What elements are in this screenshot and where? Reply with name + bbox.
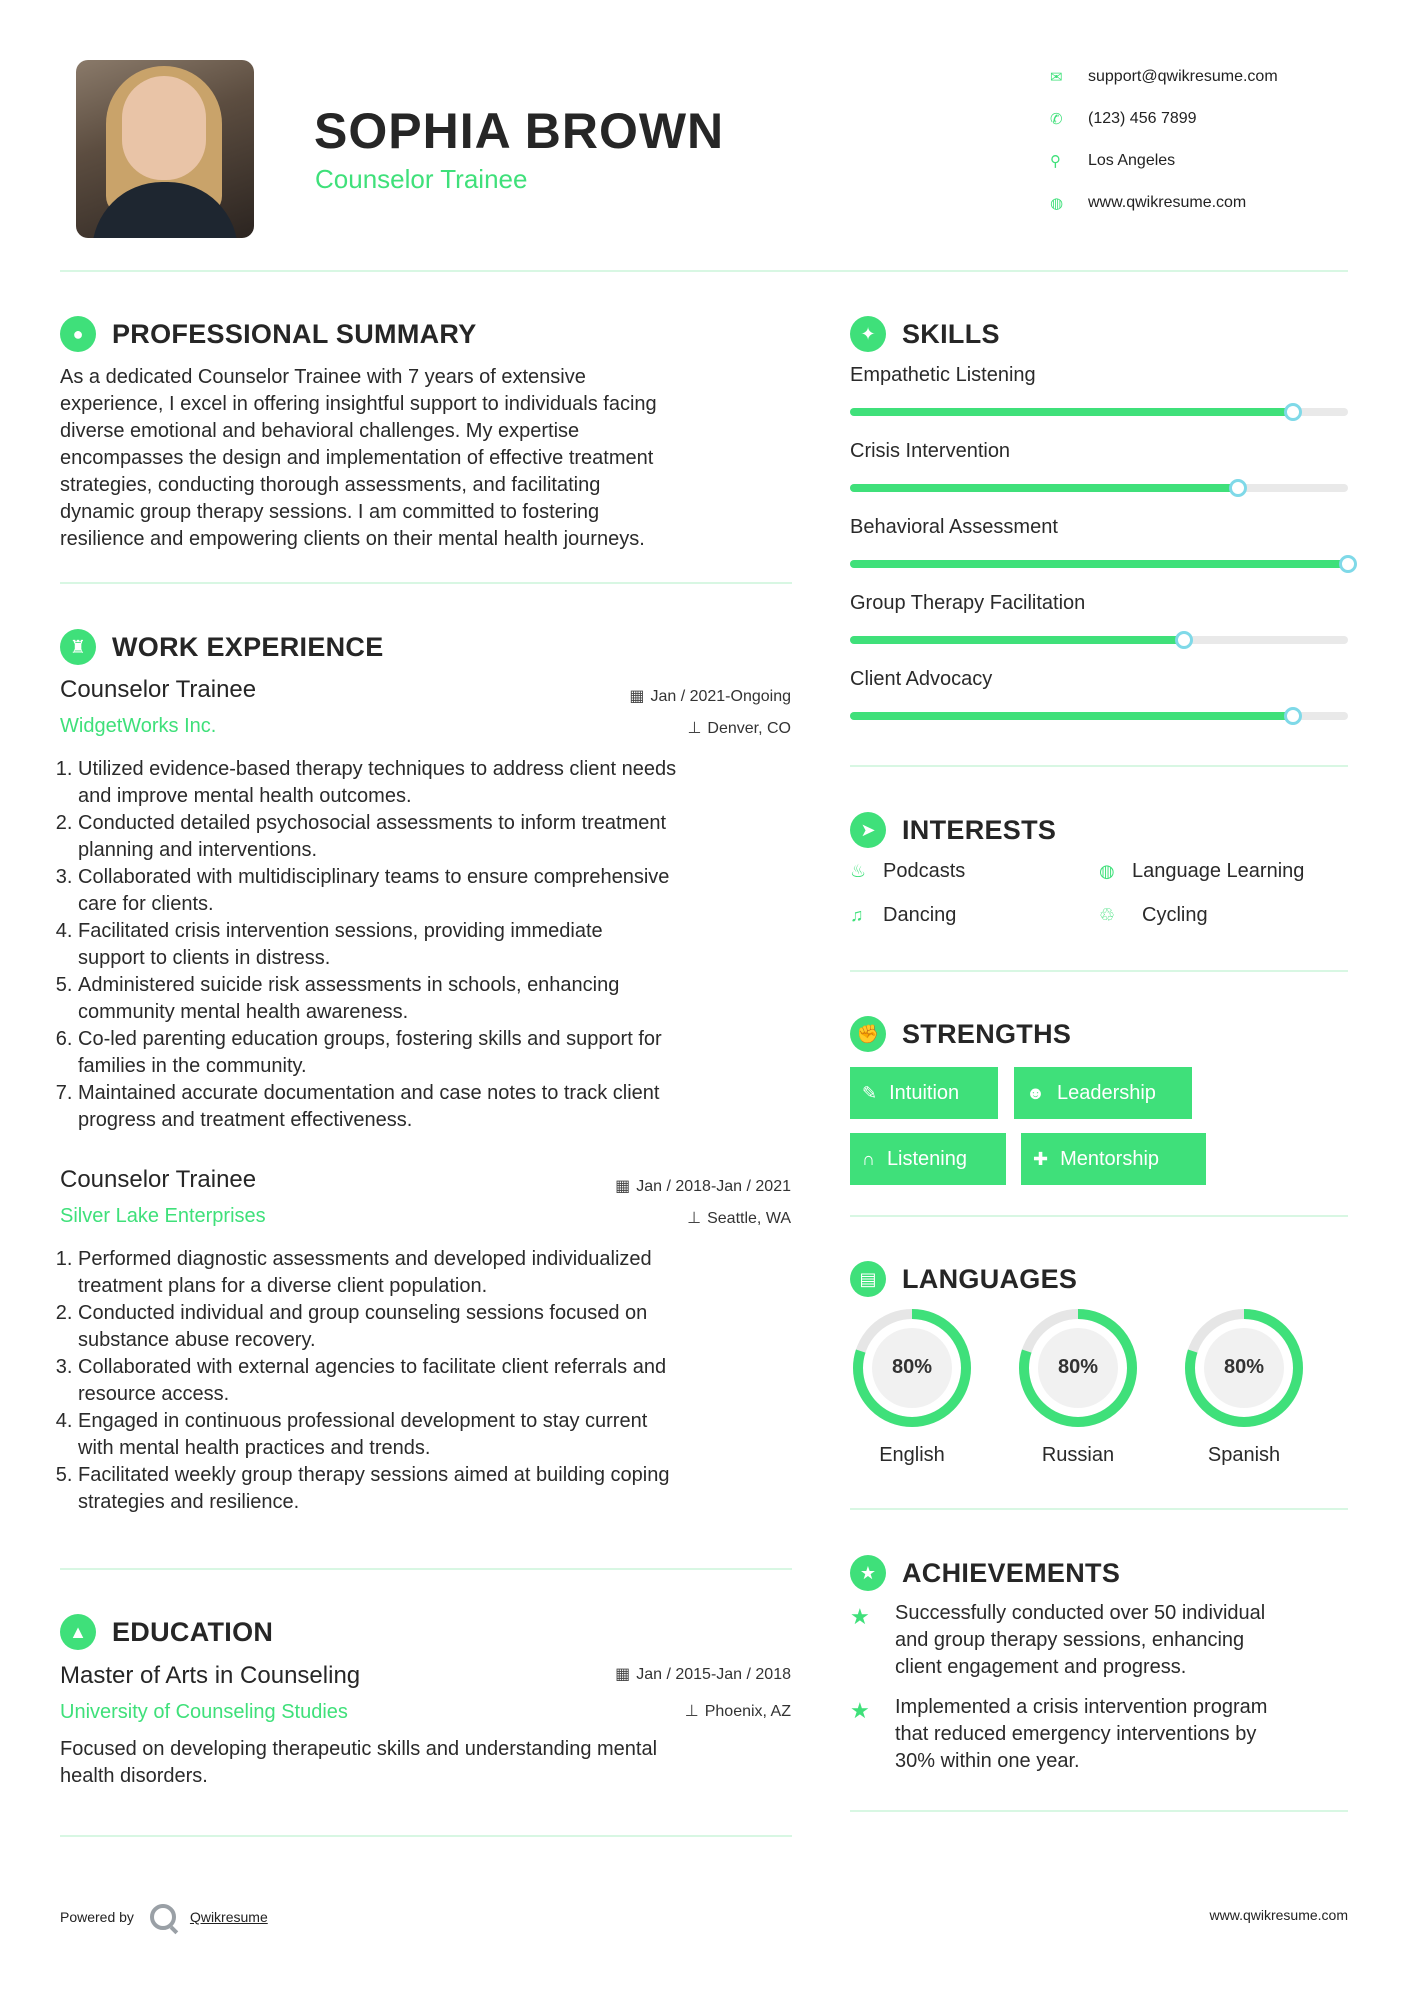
pushpin-icon: ⊥: [687, 1210, 702, 1227]
skill-bar: [850, 636, 1348, 644]
skill-bar-knob: [1175, 631, 1193, 649]
skill-label: Empathetic Listening: [850, 364, 1036, 386]
language-name: English: [879, 1444, 945, 1466]
footer-url[interactable]: www.qwikresume.com: [1209, 1907, 1348, 1923]
divider: [60, 1568, 792, 1570]
list-item: 7. Maintained accurate documentation and case notes to track client progress and treatment effectiveness.: [78, 1080, 798, 1134]
header-divider: [60, 270, 1348, 272]
skill-bar-fill: [850, 560, 1348, 568]
contact-list: [1050, 56, 1278, 224]
phone-icon: ✆: [1050, 111, 1063, 128]
language-percent: 80%: [891, 1356, 933, 1378]
job-location: ⊥ Seattle, WA: [687, 1210, 791, 1227]
education-date: ▦ Jan / 2015-Jan / 2018: [615, 1666, 791, 1683]
list-item: 2. Conducted detailed psychosocial assessments to inform treatment planning and interventions.: [78, 810, 798, 864]
summary-heading: ● PROFESSIONAL SUMMARY: [60, 316, 477, 352]
list-item: 5. Facilitated weekly group therapy sessions aimed at building coping strategies and resilience.: [78, 1462, 798, 1516]
lightbulb-icon: ✦: [850, 316, 886, 352]
interest-item: ♲ Cycling: [1099, 904, 1208, 926]
skill-label: Group Therapy Facilitation: [850, 592, 1086, 614]
language-name: Spanish: [1207, 1444, 1281, 1466]
achievement-item: Successfully conducted over 50 individual and group therapy sessions, enhancing client engagement and progress.: [895, 1602, 1266, 1678]
list-item: 4. Facilitated crisis intervention sessions, providing immediate support to clients in distress.: [78, 918, 798, 972]
education-location: ⊥ Phoenix, AZ: [684, 1703, 791, 1720]
job-title: Counselor Trainee: [60, 1166, 257, 1193]
language-name: Russian: [1041, 1444, 1115, 1466]
contact-location: ⚲ Los Angeles: [1050, 152, 1176, 170]
envelope-icon: ✉: [1050, 69, 1063, 86]
education-heading: ▲ EDUCATION: [60, 1614, 273, 1650]
divider: [850, 1810, 1348, 1812]
list-item: 1. Performed diagnostic assessments and developed individualized treatment plans for a diverse client population.: [78, 1246, 798, 1300]
list-item: 4. Engaged in continuous professional development to stay current with mental health practices and trends.: [78, 1408, 798, 1462]
list-item: 3. Collaborated with external agencies to facilitate client referrals and resource access.: [78, 1354, 798, 1408]
calendar-icon: ▦: [615, 1666, 631, 1683]
divider: [60, 1835, 792, 1837]
summary-text: As a dedicated Counselor Trainee with 7 years of extensive experience, I excel in offering insightful support to individuals facing diverse emotional and behavioral challenges. My expertise encompasses the design and implementation of effective treatment strategies, conducting thorough assessments, and facilitating dynamic group therapy sessions. I am committed to fostering resilience and empowering clients on their mental health journeys.: [60, 366, 657, 550]
job-title: Counselor Trainee: [60, 676, 257, 703]
skill-bar-knob: [1339, 555, 1357, 573]
contact-website[interactable]: ◍ www.qwikresume.com: [1050, 194, 1247, 212]
work-heading: ♜ WORK EXPERIENCE: [60, 629, 384, 665]
skill-bar-knob: [1284, 403, 1302, 421]
shooting-star-icon: ★: [850, 1604, 870, 1629]
skill-bar: [850, 560, 1348, 568]
calendar-icon: ▦: [615, 1178, 631, 1195]
strength-tag: ✎ Intuition: [850, 1067, 998, 1119]
skill-bar: [850, 408, 1348, 416]
skill-bar-fill: [850, 636, 1184, 644]
languages-heading: ▤ LANGUAGES: [850, 1261, 1077, 1297]
interest-item: ♨ Podcasts: [850, 860, 966, 882]
job-company: Silver Lake Enterprises: [60, 1205, 266, 1227]
graduation-cap-icon: ▲: [60, 1614, 96, 1650]
group-icon: ☻: [1026, 1082, 1045, 1103]
language-icon: ▤: [850, 1261, 886, 1297]
contact-email[interactable]: ✉ support@qwikresume.com: [1050, 68, 1278, 86]
job-date: ▦ Jan / 2021-Ongoing: [629, 688, 791, 705]
school-name: University of Counseling Studies: [60, 1701, 348, 1723]
skill-bar-fill: [850, 484, 1238, 492]
user-icon: ●: [60, 316, 96, 352]
microphone-icon: ♨: [850, 861, 867, 881]
degree-title: Master of Arts in Counseling: [60, 1662, 361, 1689]
skill-bar: [850, 712, 1348, 720]
candidate-name: SOPHIA BROWN: [314, 103, 725, 159]
brand-link[interactable]: Qwikresume: [189, 1909, 268, 1925]
list-item: 5. Administered suicide risk assessments in schools, enhancing community mental health awareness.: [78, 972, 798, 1026]
job-duties-list: [58, 1246, 798, 1516]
list-item: 2. Conducted individual and group counseling sessions focused on substance abuse recovery.: [78, 1300, 798, 1354]
list-item: 3. Collaborated with multidisciplinary teams to ensure comprehensive care for clients.: [78, 864, 798, 918]
qwikresume-logo-icon: [150, 1904, 176, 1930]
interest-item: ◍ Language Learning: [1099, 860, 1305, 882]
star-icon: ★: [850, 1555, 886, 1591]
contact-phone[interactable]: ✆ (123) 456 7899: [1050, 110, 1197, 128]
podium-icon: ♜: [60, 629, 96, 665]
strength-tag: ☻ Leadership: [1014, 1067, 1192, 1119]
skill-label: Crisis Intervention: [850, 440, 1011, 462]
skill-bar-fill: [850, 712, 1293, 720]
language-percent: 80%: [1057, 1356, 1099, 1378]
candidate-role: Counselor Trainee: [315, 164, 528, 194]
skills-heading: ✦ SKILLS: [850, 316, 1000, 352]
bicycle-icon: ♲: [1099, 905, 1116, 925]
job-duties-list: [58, 756, 798, 1134]
divider: [60, 582, 792, 584]
education-description: Focused on developing therapeutic skills and understanding mental health disorders.: [60, 1738, 658, 1787]
skill-label: Client Advocacy: [850, 668, 993, 690]
job-date: ▦ Jan / 2018-Jan / 2021: [615, 1178, 791, 1195]
magic-wand-icon: ✎: [862, 1082, 878, 1103]
job-location: ⊥ Denver, CO: [687, 720, 791, 737]
footer-powered-by: Powered by Qwikresume: [60, 1904, 268, 1930]
strengths-heading: ✊ STRENGTHS: [850, 1016, 1071, 1052]
interest-item: ♫ Dancing: [850, 904, 957, 926]
skill-label: Behavioral Assessment: [850, 516, 1058, 538]
divider: [850, 765, 1348, 767]
music-note-icon: ♫: [850, 905, 864, 925]
list-item: 1. Utilized evidence-based therapy techniques to address client needs and improve mental health outcomes.: [78, 756, 798, 810]
headphones-icon: ∩: [862, 1148, 875, 1169]
list-item: 6. Co-led parenting education groups, fostering skills and support for families in the community.: [78, 1026, 798, 1080]
skill-bar-knob: [1229, 479, 1247, 497]
paper-plane-icon: ➤: [850, 812, 886, 848]
location-pin-icon: ⚲: [1050, 153, 1061, 170]
skill-bar-knob: [1284, 707, 1302, 725]
pushpin-icon: ⊥: [684, 1703, 699, 1720]
achievements-heading: ★ ACHIEVEMENTS: [850, 1555, 1120, 1591]
globe-icon: ◍: [1050, 195, 1064, 212]
interests-heading: ➤ INTERESTS: [850, 812, 1056, 848]
calendar-icon: ▦: [629, 688, 645, 705]
achievement-item: Implemented a crisis intervention program that reduced emergency interventions by 30% within one year.: [895, 1696, 1268, 1772]
user-plus-icon: ✚: [1033, 1148, 1049, 1169]
skill-bar-fill: [850, 408, 1293, 416]
strength-tag: ✚ Mentorship: [1021, 1133, 1206, 1185]
job-company: WidgetWorks Inc.: [60, 715, 217, 737]
pushpin-icon: ⊥: [687, 720, 702, 737]
profile-photo: [76, 60, 254, 238]
skill-bar: [850, 484, 1348, 492]
strength-tag: ∩ Listening: [850, 1133, 1006, 1185]
language-percent: 80%: [1223, 1356, 1265, 1378]
divider: [850, 1215, 1348, 1217]
fist-icon: ✊: [850, 1016, 886, 1052]
shooting-star-icon: ★: [850, 1698, 870, 1723]
divider: [850, 970, 1348, 972]
globe-icon: ◍: [1099, 861, 1115, 881]
divider: [850, 1508, 1348, 1510]
